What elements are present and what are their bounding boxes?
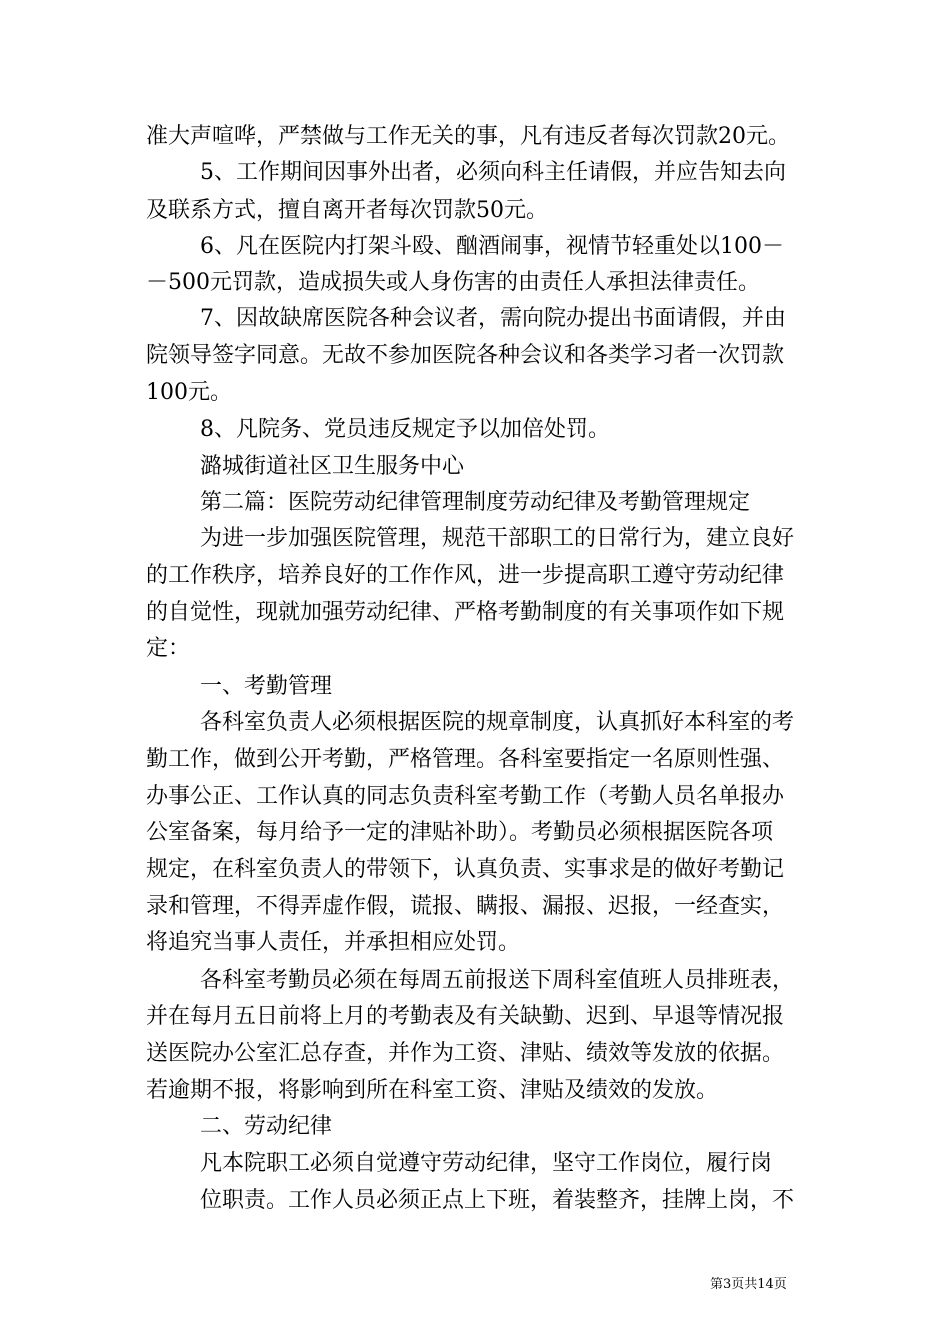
text-line: 凡本院职工必须自觉遵守劳动纪律，坚守工作岗位，履行岗 xyxy=(200,1151,773,1176)
text-line: 若逾期不报，将影响到所在科室工资、津贴及绩效的发放。 xyxy=(146,1078,719,1103)
text-line: 并在每月五日前将上月的考勤表及有关缺勤、迟到、早退等情况报 xyxy=(146,1004,785,1029)
text-line: 规定，在科室负责人的带领下，认真负责、实事求是的做好考勤记 xyxy=(146,857,785,882)
text-line: 各科室负责人必须根据医院的规章制度，认真抓好本科室的考 xyxy=(200,710,795,735)
text-line: 定： xyxy=(146,636,191,661)
text-line: 为进一步加强医院管理，规范干部职工的日常行为，建立良好 xyxy=(200,526,795,551)
text-line: －500元罚款，造成损失或人身伤害的由责任人承担法律责任。 xyxy=(146,270,760,295)
text-line: 准大声喧哗，严禁做与工作无关的事，凡有违反者每次罚款20元。 xyxy=(146,124,790,149)
text-line: 的工作秩序，培养良好的工作作风，进一步提高职工遵守劳动纪律 xyxy=(146,563,785,588)
section-heading: 第二篇：医院劳动纪律管理制度劳动纪律及考勤管理规定 xyxy=(200,490,751,515)
text-line: 位职责。工作人员必须正点上下班，着装整齐，挂牌上岗，不 xyxy=(200,1188,795,1213)
text-line: 录和管理，不得弄虚作假，谎报、瞒报、漏报、迟报，一经查实， xyxy=(146,894,785,919)
text-line: 将追究当事人责任，并承担相应处罚。 xyxy=(146,930,521,955)
text-line: 7、因故缺席医院各种会议者，需向院办提出书面请假，并由 xyxy=(200,306,786,331)
text-line: 办事公正、工作认真的同志负责科室考勤工作（考勤人员名单报办 xyxy=(146,784,785,809)
text-line: 勤工作，做到公开考勤，严格管理。各科室要指定一名原则性强、 xyxy=(146,747,785,772)
page-number: 第3页共14页 xyxy=(710,1277,787,1292)
text-line: 8、凡院务、党员违反规定予以加倍处罚。 xyxy=(200,417,610,442)
subheading: 二、劳动纪律 xyxy=(200,1114,333,1139)
subheading: 一、考勤管理 xyxy=(200,674,333,699)
text-line: 院领导签字同意。无故不参加医院各种会议和各类学习者一次罚款 xyxy=(146,343,785,368)
text-line: 的自觉性，现就加强劳动纪律、严格考勤制度的有关事项作如下规 xyxy=(146,600,785,625)
text-line: 公室备案，每月给予一定的津贴补助）。考勤员必须根据医院各项 xyxy=(146,820,774,845)
text-line: 100元。 xyxy=(146,380,232,405)
text-line: 6、凡在医院内打架斗殴、酗酒闹事，视情节轻重处以100－ xyxy=(200,234,784,259)
text-line: 5、工作期间因事外出者，必须向科主任请假，并应告知去向 xyxy=(200,160,786,185)
text-line: 送医院办公室汇总存查，并作为工资、津贴、绩效等发放的依据。 xyxy=(146,1041,785,1066)
text-line: 及联系方式，擅自离开者每次罚款50元。 xyxy=(146,198,548,223)
text-line: 潞城街道社区卫生服务中心 xyxy=(200,454,465,479)
text-line: 各科室考勤员必须在每周五前报送下周科室值班人员排班表， xyxy=(200,968,795,993)
